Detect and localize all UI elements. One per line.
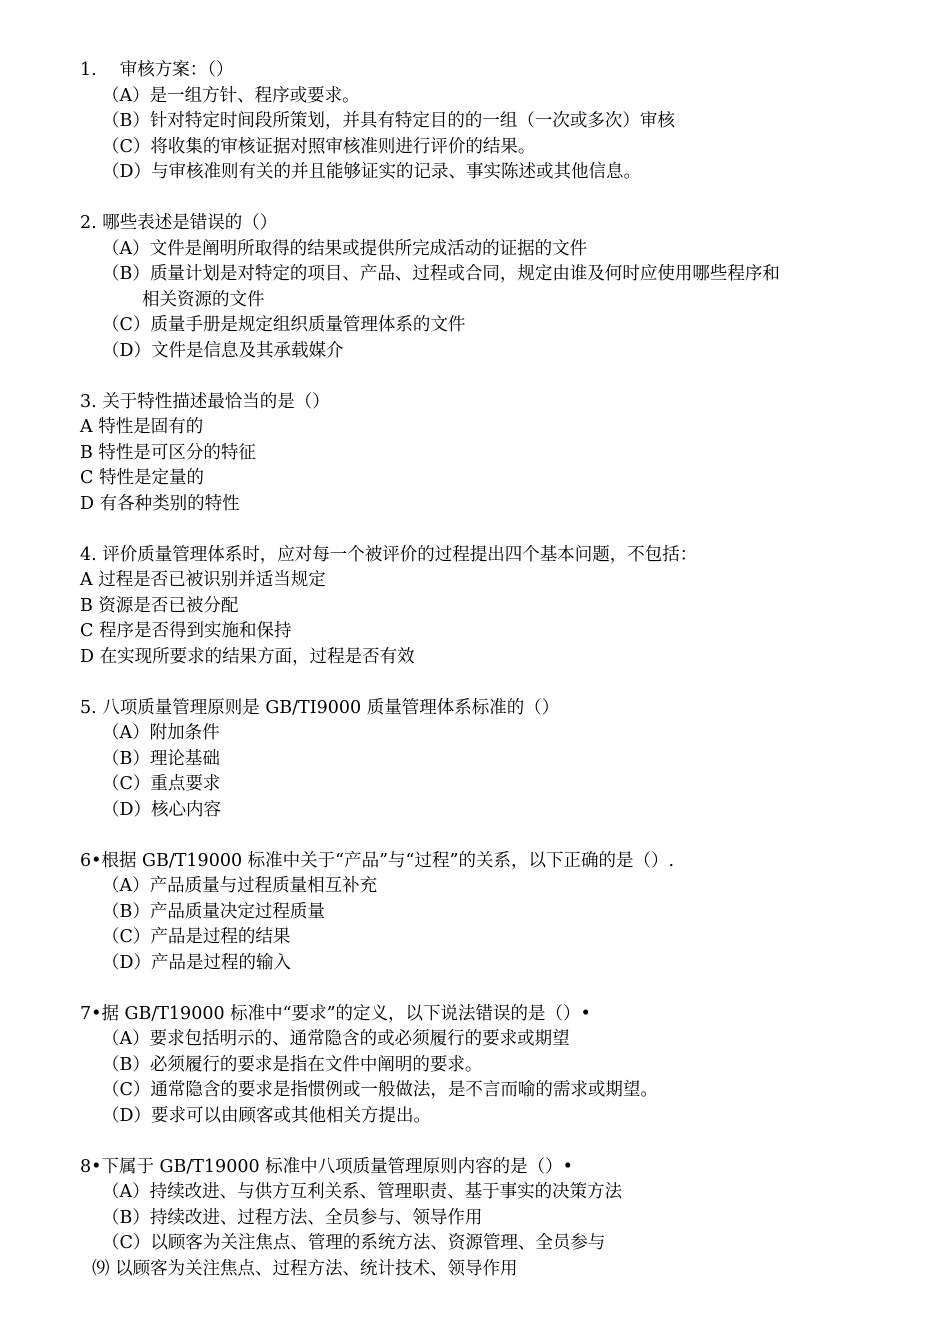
question-7 — [80, 1002, 910, 1130]
question-stem: 6•根据 GB/T19000 标准中关于“产品”与“过程”的关系，以下正确的是（）. — [80, 850, 675, 871]
option-c: （C）质量手册是规定组织质量管理体系的文件 — [102, 315, 466, 335]
option-c: （C）将收集的审核证据对照审核准则进行评价的结果。 — [102, 136, 536, 157]
question-stem: 5. 八项质量管理原则是 GB/TI9000 质量管理体系标准的（） — [80, 697, 560, 718]
option-c: （C）以顾客为关注焦点、管理的系统方法、资源管理、全员参与 — [102, 1233, 606, 1253]
question-stem: 7•据 GB/T19000 标准中“要求”的定义，以下说法错误的是（）• — [80, 1003, 591, 1024]
option-c: C 程序是否得到实施和保持 — [80, 621, 292, 641]
option-b: （B）产品质量决定过程质量 — [102, 901, 325, 922]
question-2 — [80, 211, 910, 364]
option-a: （A）文件是阐明所取得的结果或提供所完成活动的证据的文件 — [102, 238, 588, 259]
question-6 — [80, 849, 910, 977]
question-stem: 1. 审核方案：（） — [80, 60, 234, 80]
question-stem: 2. 哪些表述是错误的（） — [80, 213, 278, 233]
option-c: （C）通常隐含的要求是指惯例或一般做法，是不言而喻的需求或期望。 — [102, 1080, 658, 1100]
option-a: （A）要求包括明示的、通常隐含的或必须履行的要求或期望 — [102, 1029, 570, 1049]
option-a: （A）持续改进、与供方互利关系、管理职责、基于事实的决策方法 — [102, 1182, 623, 1202]
question-4 — [80, 543, 910, 671]
option-a: （A）产品质量与过程质量相互补充 — [102, 876, 378, 896]
option-b: B 特性是可区分的特征 — [80, 442, 256, 463]
option-c: （C）产品是过程的结果 — [102, 927, 291, 947]
question-8 — [80, 1155, 910, 1283]
option-d: D 在实现所要求的结果方面，过程是否有效 — [80, 646, 415, 667]
option-c: （C）重点要求 — [102, 774, 221, 794]
option-b: B 资源是否已被分配 — [80, 595, 239, 616]
option-b: （B）质量计划是对特定的项目、产品、过程或合同，规定由谁及何时应使用哪些程序和 — [102, 264, 780, 284]
question-stem: 4. 评价质量管理体系时，应对每一个被评价的过程提出四个基本问题，不包括： — [80, 544, 698, 565]
option-b: （B）针对特定时间段所策划，并具有特定目的的一组（一次或多次）审核 — [102, 111, 675, 131]
option-a: （A）附加条件 — [102, 723, 220, 743]
option-c: C 特性是定量的 — [80, 468, 204, 488]
question-1 — [80, 58, 910, 186]
option-d: （D）产品是过程的输入 — [102, 952, 292, 973]
option-b-continuation: 相关资源的文件 — [142, 289, 265, 310]
option-d: （D）与审核准则有关的并且能够证实的记录、事实陈述或其他信息。 — [102, 162, 642, 182]
question-3 — [80, 390, 910, 518]
option-a: A 过程是否已被识别并适当规定 — [80, 570, 326, 590]
option-d: D 有各种类别的特性 — [80, 493, 240, 514]
option-d: （D）文件是信息及其承载媒介 — [102, 340, 344, 361]
option-b: （B）持续改进、过程方法、全员参与、领导作用 — [102, 1207, 483, 1228]
option-b: （B）理论基础 — [102, 748, 220, 769]
option-d: （D）核心内容 — [102, 799, 222, 820]
option-a: （A）是一组方针、程序或要求。 — [102, 85, 360, 106]
question-stem: 3. 关于特性描述最恰当的是（） — [80, 391, 330, 412]
option-a: A 特性是固有的 — [80, 417, 204, 437]
option-d: （D）要求可以由顾客或其他相关方提出。 — [102, 1105, 432, 1126]
question-5 — [80, 696, 910, 824]
question-stem: 8•下属于 GB/T19000 标准中八项质量管理原则内容的是（）• — [80, 1156, 573, 1177]
option-b: （B）必须履行的要求是指在文件中阐明的要求。 — [102, 1054, 483, 1075]
option-d: ⑼ 以顾客为关注焦点、过程方法、统计技术、领导作用 — [92, 1258, 518, 1279]
